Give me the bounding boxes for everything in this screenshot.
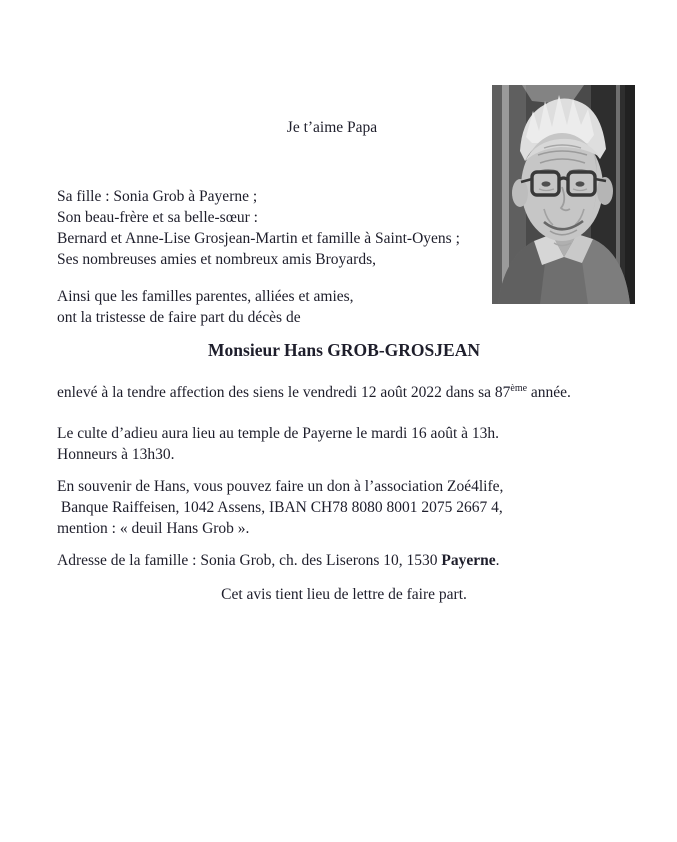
donation-info (57, 476, 637, 539)
address-before: Adresse de la famille : Sonia Grob, ch. des Liserons 10, 1530 (57, 552, 442, 569)
announcement (57, 286, 617, 328)
family-line: Bernard et Anne-Lise Grosjean-Martin et famille à Saint-Oyens ; (57, 230, 460, 247)
death-line-before: enlevé à la tendre affection des siens le vendredi 12 août 2022 dans sa 87 (57, 384, 511, 401)
donation-line: En souvenir de Hans, vous pouvez faire un don à l’association Zoé4life, (57, 478, 504, 495)
ceremony-info (57, 423, 617, 465)
deceased-name-title (57, 339, 631, 361)
donation-line: mention : « deuil Hans Grob ». (57, 520, 250, 537)
family-line: Ses nombreuses amies et nombreux amis Broyards, (57, 251, 376, 268)
family-address-text (57, 550, 637, 571)
ceremony-line: Le culte d’adieu aura lieu au temple de Payerne le mardi 16 août à 13h. (57, 425, 499, 442)
closing-line (57, 584, 631, 605)
address-after: . (495, 552, 500, 569)
closing-text: Cet avis tient lieu de lettre de faire part. (221, 586, 467, 603)
family-line: Sa fille : Sonia Grob à Payerne ; (57, 188, 258, 205)
announcement-line: Ainsi que les familles parentes, alliées et amies, (57, 288, 354, 305)
family-line: Son beau-frère et sa belle-sœur : (57, 209, 258, 226)
death-announcement-line (57, 382, 657, 405)
death-line-after: année. (527, 384, 571, 401)
dedication-text: Je t’aime Papa (286, 119, 378, 136)
family-list (57, 186, 617, 270)
deceased-name-text: Monsieur Hans GROB-GROSJEAN (208, 340, 480, 360)
family-address (57, 550, 637, 571)
ceremony-line: Honneurs à 13h30. (57, 446, 175, 463)
address-city-bold: Payerne (441, 552, 496, 569)
ordinal-superscript: ème (510, 383, 528, 394)
announcement-line: ont la tristesse de faire part du décès de (57, 309, 301, 326)
death-line-text (57, 382, 657, 405)
donation-line: Banque Raiffeisen, 1042 Assens, IBAN CH78 8080 8001 2075 2667 4, (57, 499, 503, 516)
